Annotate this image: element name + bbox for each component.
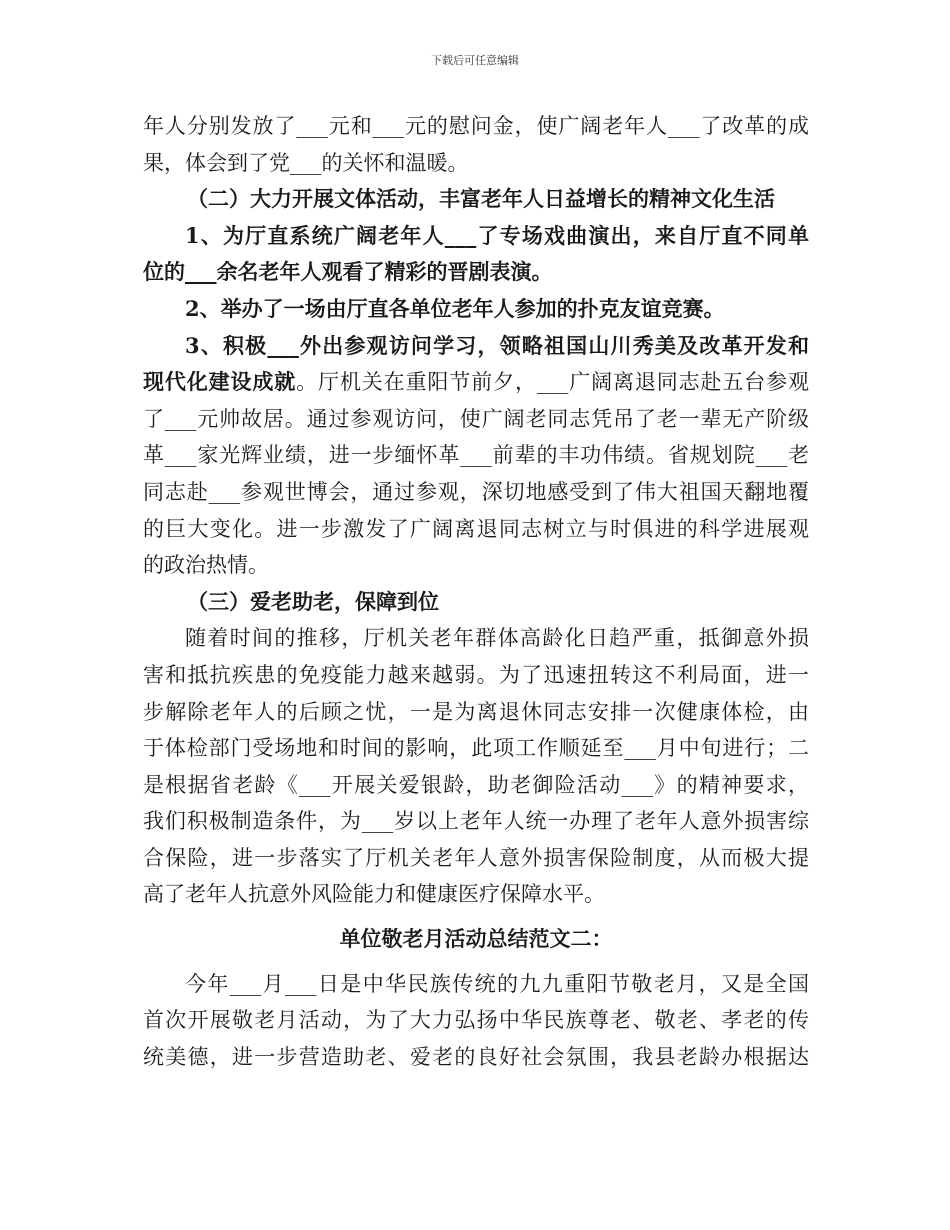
paragraph-line: 革___家光辉业绩，进一步缅怀革___前辈的丰功伟绩。省规划院___老 (143, 443, 809, 468)
paragraph-line (143, 364, 809, 401)
paragraph-line: 统美德，进一步营造助老、爱老的良好社会氛围，我县老龄办根据达 (143, 1044, 809, 1069)
list-item-2: 2、举办了一场由厅直各单位老年人参加的扑克友谊竞赛。 (185, 295, 725, 321)
paragraph-line: 的巨大变化。进一步激发了广阔离退同志树立与时俱进的科学进展观 (143, 516, 809, 541)
paragraph-line: 合保险，进一步落实了厅机关老年人意外损害保险制度，从而极大提 (143, 845, 809, 870)
paragraph-line: 是根据省老龄《___开展关爱银龄，助老御险活动___》的精神要求， (143, 772, 809, 797)
bold-phrase: 现代化建设成就 (143, 369, 297, 395)
paragraph-line: 步解除老年人的后顾之忧，一是为离退休同志安排一次健康体检，由 (143, 699, 809, 724)
paragraph-line: 高了老年人抗意外风险能力和健康医疗保障水平。 (143, 882, 605, 907)
list-item-1: 1、为厅直系统广阔老年人___了专场戏曲演出，来自厅直不同单 (185, 222, 809, 248)
list-item-3: 3、积极___外出参观访问学习，领略祖国山川秀美及改革开发和 (185, 332, 809, 358)
paragraph-line: 果，体会到了党___的关怀和温暖。 (143, 150, 469, 175)
paragraph-line: 我们积极制造条件，为___岁以上老年人统一办理了老年人意外损害综 (143, 809, 809, 834)
article-title: 单位敬老月活动总结范文二： (339, 926, 613, 952)
section-heading-2: （二）大力开展文体活动，丰富老年人日益增长的精神文化生活 (187, 186, 775, 212)
paragraph-line: 首次开展敬老月活动，为了大力弘扬中华民族尊老、敬老、孝老的传 (143, 1008, 809, 1033)
paragraph-line: 今年___月___日是中华民族传统的九九重阳节敬老月，又是全国 (185, 971, 809, 996)
paragraph-line: 的政治热情。 (143, 553, 269, 578)
paragraph-line: 于体检部门受场地和时间的影响，此项工作顺延至___月中旬进行；二 (143, 736, 809, 761)
paragraph-line: 位的___余名老年人观看了精彩的晋剧表演。 (143, 259, 553, 285)
paragraph-line: 了___元帅故居。通过参观访问，使广阔老同志凭吊了老一辈无产阶级 (143, 406, 809, 431)
paragraph-line: 害和抵抗疾患的免疫能力越来越弱。为了迅速扭转这不利局面，进一 (143, 662, 809, 687)
page-header: 下载后可任意编辑 (431, 54, 519, 67)
paragraph-line: 年人分别发放了___元和___元的慰问金，使广阔老年人___了改革的成 (143, 114, 809, 138)
paragraph-line: 随着时间的推移，厅机关老年群体高龄化日趋严重，抵御意外损 (185, 626, 809, 651)
paragraph-line: 同志赴___参观世博会，通过参观，深切地感受到了伟大祖国天翻地覆 (143, 479, 809, 504)
document-body (143, 108, 809, 1075)
line-rest: 。厅机关在重阳节前夕，___广阔离退同志赴五台参观 (296, 370, 809, 395)
section-heading-3: （三）爱老助老，保障到位 (187, 588, 439, 614)
